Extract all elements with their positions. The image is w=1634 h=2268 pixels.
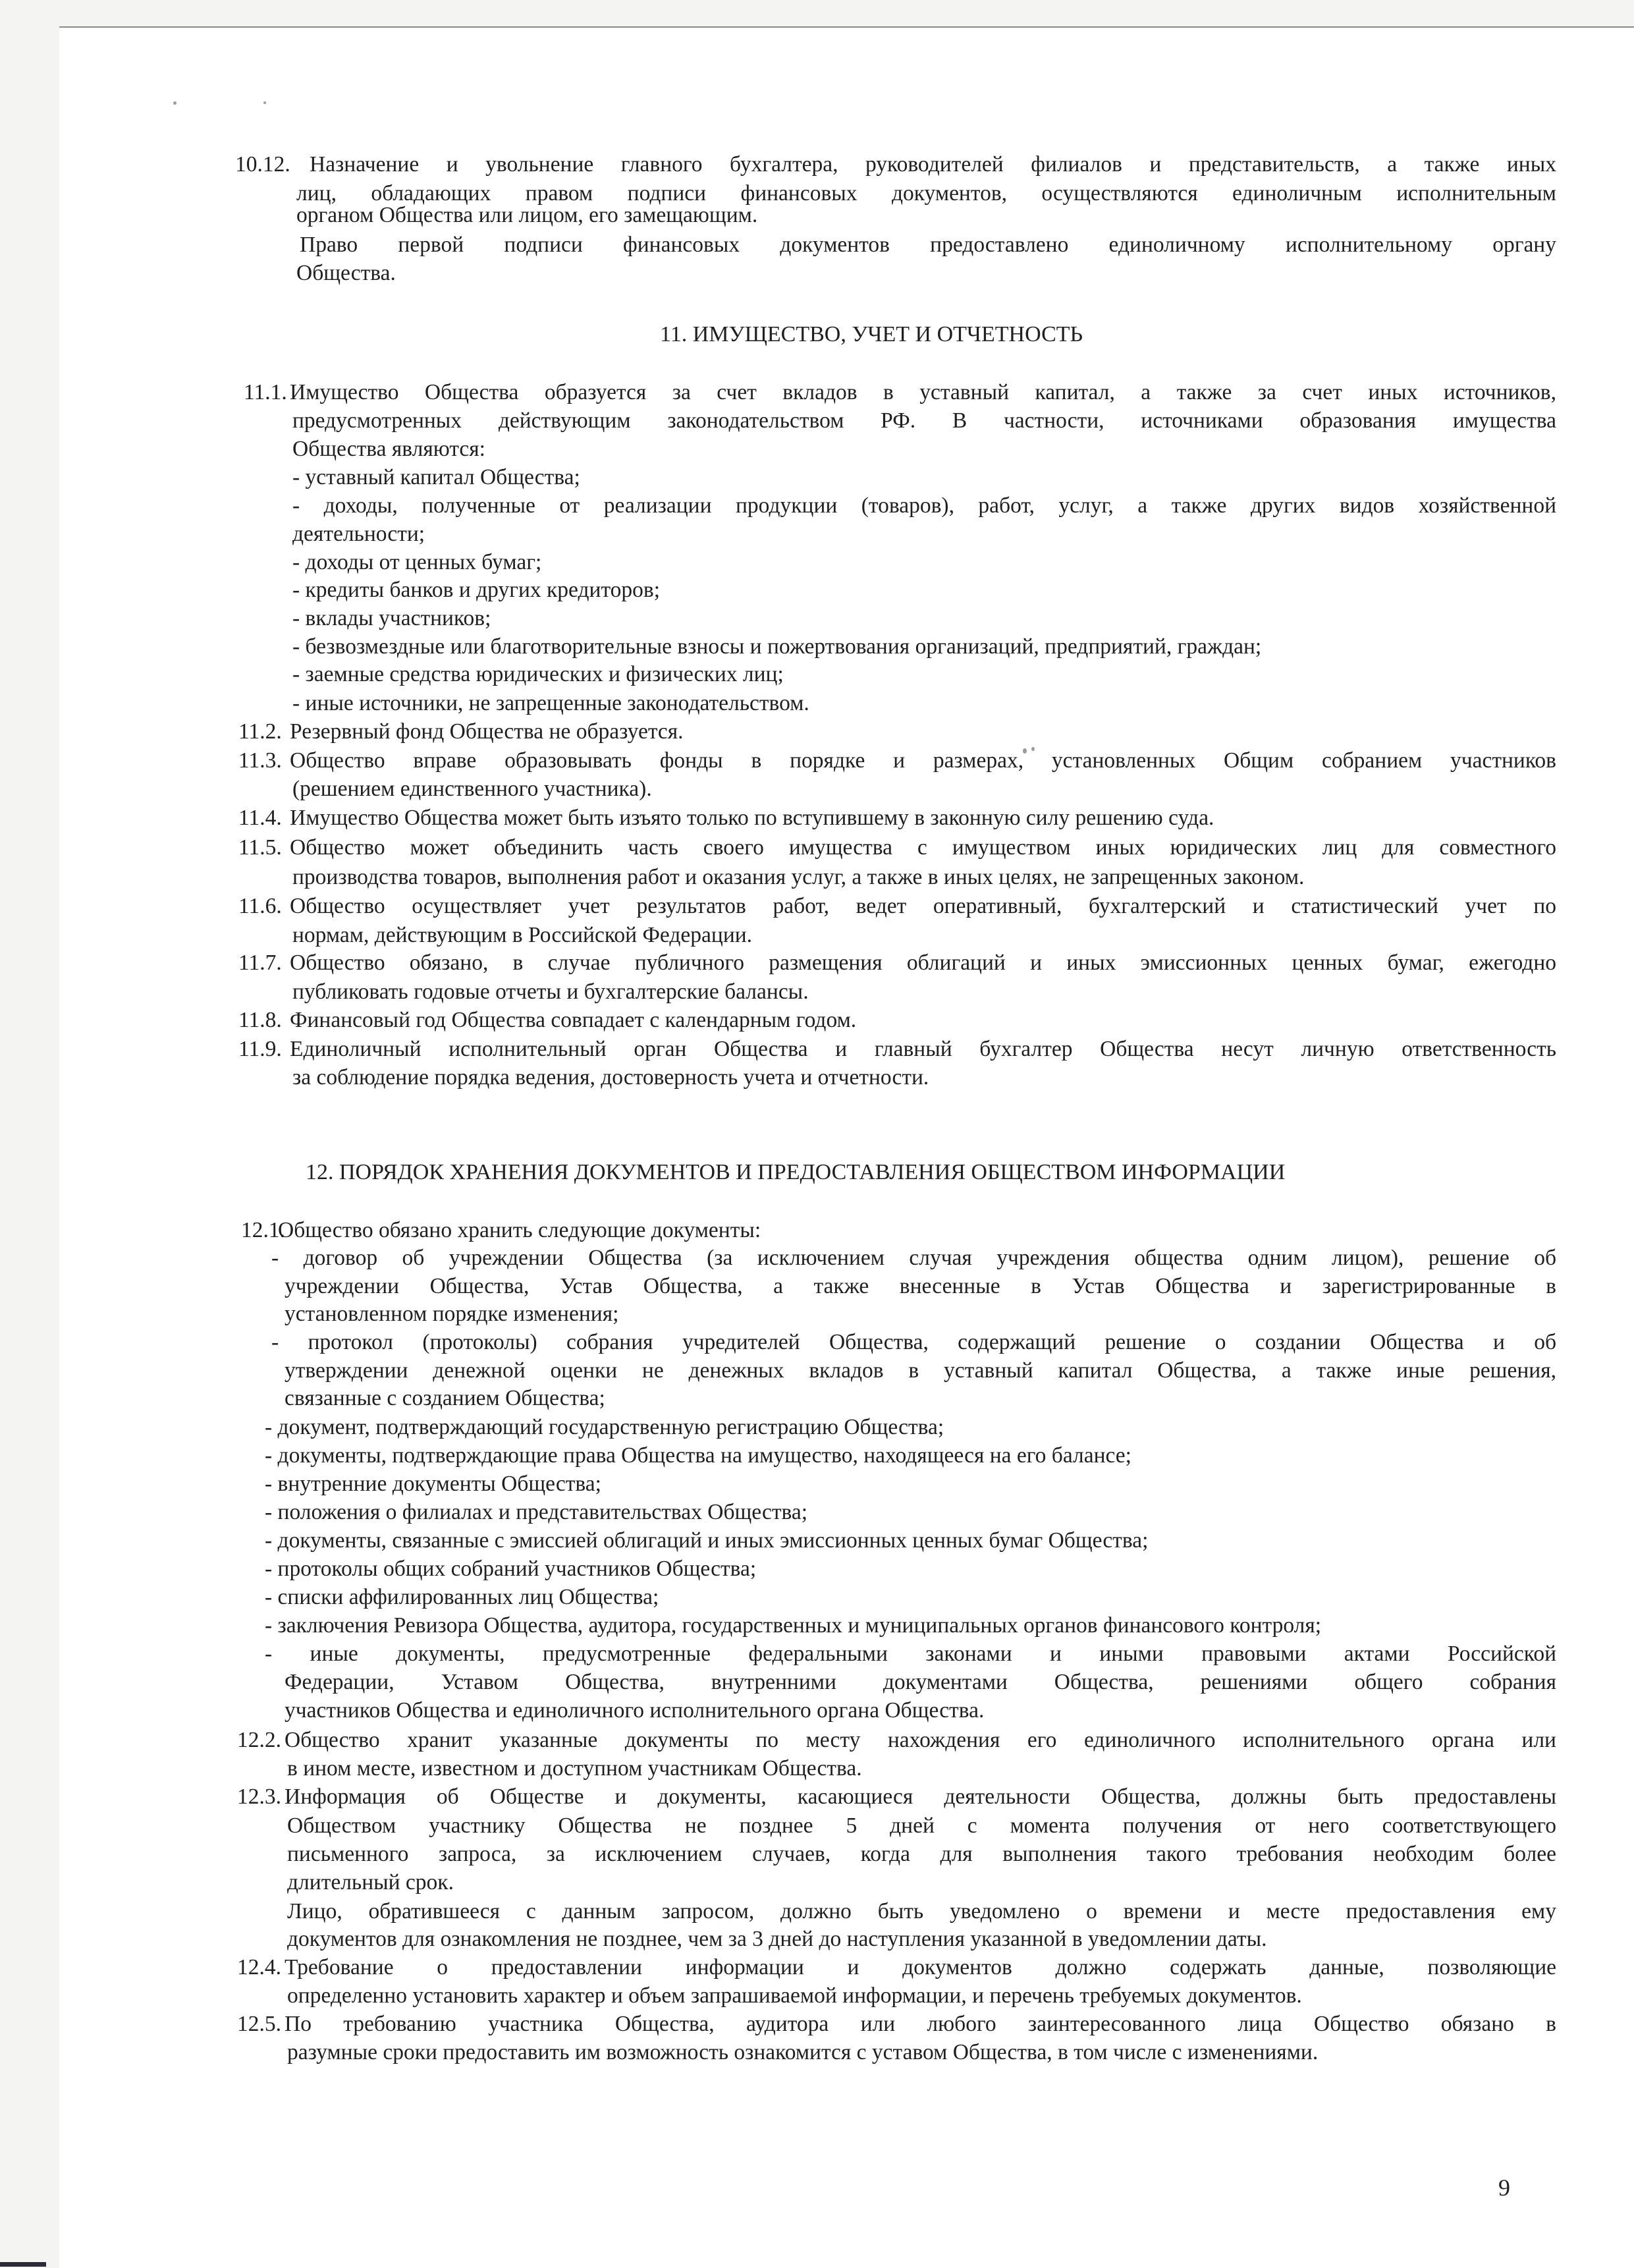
- paragraph-line: предусмотренных действующим законодательством РФ. В частности, источниками образования имущества: [292, 408, 1556, 433]
- paragraph-line: Информация об Обществе и документы, касающиеся деятельности Общества, должны быть предоставлены: [285, 1784, 1556, 1809]
- item-number: 12.1.: [241, 1218, 285, 1242]
- paragraph-line: Общество хранит указанные документы по месту нахождения его единоличного исполнительного органа или: [285, 1728, 1556, 1752]
- item-number: 11.4.: [238, 806, 282, 830]
- list-item: - договор об учреждении Общества (за исключением случая учреждения общества одним лицом), решение об: [271, 1246, 1556, 1270]
- paragraph-line: Лицо, обратившееся с данным запросом, должно быть уведомлено о времени и месте предоставления ему: [287, 1899, 1556, 1923]
- paragraph-line: Общества являются:: [292, 437, 485, 461]
- paragraph-line: Назначение и увольнение главного бухгалтера, руководителей филиалов и представительств, а также иных: [310, 152, 1556, 177]
- list-item: - заключения Ревизора Общества, аудитора, государственных и муниципальных органов финансового контроля;: [265, 1613, 1322, 1638]
- paragraph-line: - заемные средства юридических и физических лиц;: [292, 662, 784, 686]
- item-number: 11.7.: [238, 951, 282, 975]
- paragraph-line: Имущество Общества может быть изъято только по вступившему в законную силу решению суда.: [290, 806, 1214, 830]
- scan-speck: [263, 101, 266, 104]
- paragraph-line: - вклады участников;: [292, 606, 491, 630]
- list-item: участников Общества и единоличного исполнительного органа Общества.: [285, 1698, 985, 1723]
- list-item: - внутренние документы Общества;: [265, 1472, 601, 1496]
- section-heading: 11. ИМУЩЕСТВО, УЧЕТ И ОТЧЕТНОСТЬ: [660, 322, 1083, 346]
- paragraph-line: документов для ознакомления не позднее, чем за 3 дней до наступления указанной в уведомлении даты.: [287, 1927, 1267, 1951]
- item-number: 11.9.: [238, 1037, 282, 1061]
- paragraph-line: определенно установить характер и объем запрашиваемой информации, и перечень требуемых документов.: [287, 1983, 1302, 2008]
- list-item: - протоколы общих собраний участников Общества;: [265, 1557, 757, 1581]
- page-number: 9: [1498, 2174, 1510, 2201]
- section-heading: 12. ПОРЯДОК ХРАНЕНИЯ ДОКУМЕНТОВ И ПРЕДОСТАВЛЕНИЯ ОБЩЕСТВОМ ИНФОРМАЦИИ: [306, 1160, 1286, 1184]
- item-number: 11.1.: [244, 380, 287, 404]
- paragraph-line: Требование о предоставлении информации и документов должно содержать данные, позволяющие: [285, 1955, 1556, 1979]
- paragraph-line: в ином месте, известном и доступном участникам Общества.: [287, 1756, 862, 1781]
- scan-speck: [173, 101, 177, 105]
- paragraph-line: публиковать годовые отчеты и бухгалтерские балансы.: [292, 980, 809, 1004]
- paragraph-line: Обществом участнику Общества не позднее 5 дней с момента получения от него соответствующего: [287, 1813, 1556, 1838]
- list-item: - документ, подтверждающий государственную регистрацию Общества;: [265, 1415, 944, 1439]
- paragraph-line: Общество обязано хранить следующие документы:: [278, 1218, 761, 1242]
- item-number: 12.4.: [237, 1955, 281, 1979]
- list-item: связанные с созданием Общества;: [285, 1386, 605, 1410]
- list-item: - списки аффилированных лиц Общества;: [265, 1585, 659, 1609]
- paragraph-line: - уставный капитал Общества;: [292, 465, 580, 489]
- paragraph-line: производства товаров, выполнения работ и оказания услуг, а также в иных целях, не запрещенных законом.: [292, 865, 1305, 889]
- paragraph-line: письменного запроса, за исключением случаев, когда для выполнения такого требования необходим более: [287, 1842, 1556, 1866]
- item-number: 12.3.: [237, 1784, 281, 1809]
- item-number: 12.2.: [237, 1728, 281, 1752]
- paragraph-line: - иные источники, не запрещенные законодательством.: [292, 691, 809, 715]
- paragraph-line: лиц, обладающих правом подписи финансовых документов, осуществляются единоличным исполнительным: [296, 181, 1556, 206]
- item-number: 11.3.: [238, 748, 282, 773]
- paragraph-line: Финансовый год Общества совпадает с календарным годом.: [290, 1008, 857, 1032]
- paragraph-line: Общество может объединить часть своего имущества с имуществом иных юридических лиц для совместного: [290, 835, 1556, 860]
- paragraph-line: нормам, действующим в Российской Федерации.: [292, 923, 753, 947]
- item-number: 12.5.: [237, 2012, 281, 2036]
- paragraph-line: По требованию участника Общества, аудитора или любого заинтересованного лица Общество обязано в: [285, 2012, 1556, 2036]
- paragraph-line: - доходы, полученные от реализации продукции (товаров), работ, услуг, а также других видов хозяйственной: [292, 493, 1556, 518]
- list-item: - положения о филиалах и представительствах Общества;: [265, 1500, 808, 1524]
- paragraph-line: органом Общества или лицом, его замещающим.: [296, 203, 758, 227]
- paragraph-line: Имущество Общества образуется за счет вкладов в уставный капитал, а также за счет иных источников,: [290, 380, 1556, 404]
- item-number: 11.5.: [238, 835, 282, 860]
- paragraph-line: Общество осуществляет учет результатов работ, ведет оперативный, бухгалтерский и статистический учет по: [290, 894, 1556, 918]
- list-item: - протокол (протоколы) собрания учредителей Общества, содержащий решение о создании Общества и об: [271, 1330, 1556, 1354]
- item-number: 11.8.: [238, 1008, 282, 1032]
- paragraph-line: - безвозмездные или благотворительные взносы и пожертвования организаций, предприятий, граждан;: [292, 634, 1262, 659]
- list-item: Федерации, Уставом Общества, внутренними документами Общества, решениями общего собрания: [285, 1670, 1556, 1694]
- paragraph-line: - кредиты банков и других кредиторов;: [292, 578, 661, 602]
- list-item: - документы, связанные с эмиссией облигаций и иных эмиссионных ценных бумаг Общества;: [265, 1528, 1149, 1553]
- item-number: 11.6.: [238, 894, 282, 918]
- paragraph-line: разумные сроки предоставить им возможность ознакомится с уставом Общества, в том числе с изменениями.: [287, 2040, 1319, 2064]
- paragraph-line: - доходы от ценных бумаг;: [292, 550, 542, 574]
- paragraph-line: деятельности;: [292, 522, 425, 546]
- list-item: - документы, подтверждающие права Общества на имущество, находящееся на его балансе;: [265, 1443, 1131, 1468]
- scan-edge-mark: [0, 2262, 46, 2267]
- paragraph-line: Общества.: [296, 261, 396, 285]
- paragraph-line: длительный срок.: [287, 1870, 454, 1895]
- list-item: утверждении денежной оценки не денежных вкладов в уставный капитал Общества, а также иные решения,: [285, 1358, 1556, 1383]
- item-number: 10.12.: [235, 152, 290, 177]
- paragraph-line: Право первой подписи финансовых документов предоставлено единоличному исполнительному органу: [300, 233, 1556, 257]
- paragraph-line: Резервный фонд Общества не образуется.: [290, 719, 684, 744]
- item-number: 11.2.: [238, 719, 282, 744]
- paragraph-line: Общество обязано, в случае публичного размещения облигаций и иных эмиссионных ценных бумаг, ежегодно: [290, 951, 1556, 975]
- list-item: - иные документы, предусмотренные федеральными законами и иными правовыми актами Российской: [265, 1642, 1556, 1666]
- paragraph-line: Общество вправе образовывать фонды в порядке и размерах, установленных Общим собранием участников: [290, 748, 1556, 773]
- paragraph-line: за соблюдение порядка ведения, достоверность учета и отчетности.: [292, 1065, 929, 1090]
- paragraph-line: (решением единственного участника).: [292, 777, 652, 801]
- list-item: установленном порядке изменения;: [285, 1302, 619, 1326]
- list-item: учреждении Общества, Устав Общества, а также внесенные в Устав Общества и зарегистрированные в: [285, 1274, 1556, 1298]
- paragraph-line: Единоличный исполнительный орган Общества и главный бухгалтер Общества несут личную ответственность: [290, 1037, 1556, 1061]
